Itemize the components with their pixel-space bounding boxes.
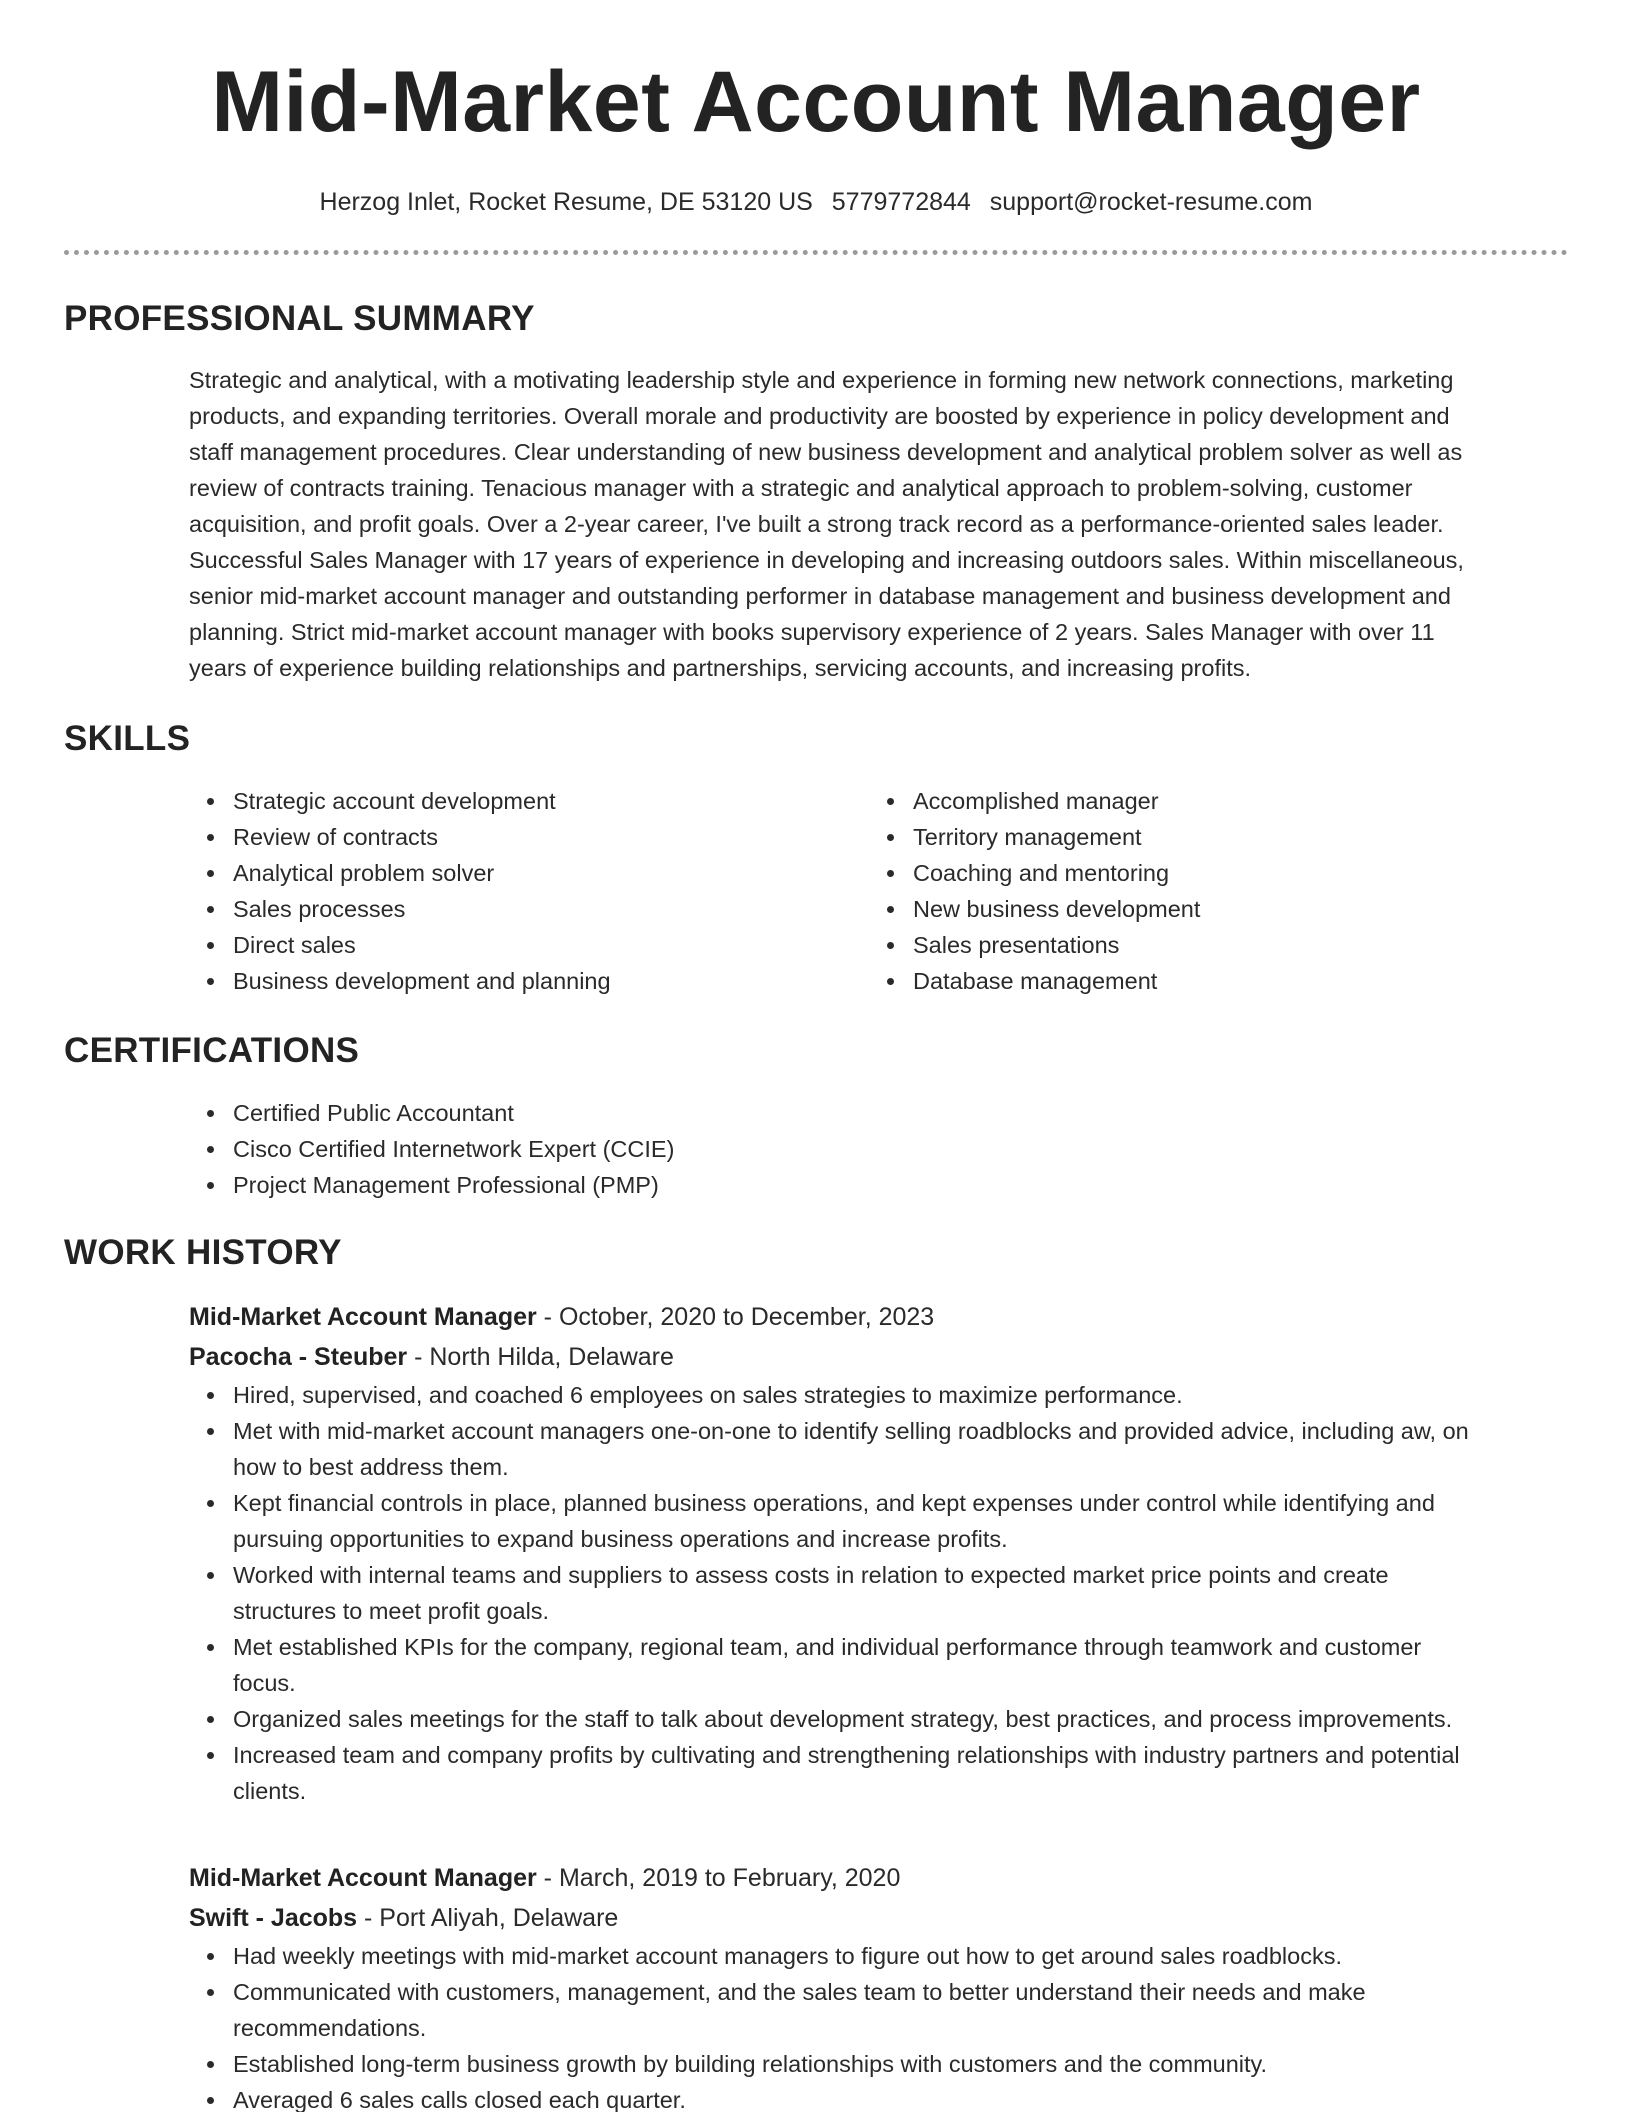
contact-line: [0, 186, 1632, 218]
job-bullet: [233, 1377, 1549, 1413]
skill-item: Direct sales: [233, 927, 849, 963]
job-bullet-line: Kept financial controls in place, planned business operations, and kept expenses under control while identifying and: [233, 1490, 1435, 1516]
job-title-line: [189, 1297, 1549, 1337]
job-location: - Port Aliyah, Delaware: [357, 1904, 619, 1932]
job-bullet-line: Increased team and company profits by cultivating and strengthening relationships with industry partners and potential: [233, 1742, 1460, 1768]
job-bullet: [233, 1737, 1549, 1809]
job-company: Pacocha - Steuber: [189, 1343, 408, 1371]
job-bullet-line: Organized sales meetings for the staff to talk about development strategy, best practices, and process improvements.: [233, 1706, 1453, 1732]
job-bullet-line: Communicated with customers, management, and the sales team to better understand their needs and make: [233, 1979, 1366, 2005]
job-bullet-line: Averaged 6 sales calls closed each quarter.: [233, 2087, 686, 2112]
skill-item: Sales presentations: [913, 927, 1529, 963]
job-bullet-line: Met established KPIs for the company, regional team, and individual performance through teamwork and customer: [233, 1634, 1422, 1660]
contact-phone: 5779772844: [831, 188, 971, 216]
job-bullet-line: how to best address them.: [233, 1454, 509, 1480]
job-bullet: [233, 2082, 1549, 2112]
certification-item: Certified Public Accountant: [233, 1095, 1549, 1131]
summary-line: products, and expanding territories. Overall morale and productivity are boosted by experience in policy development and: [189, 403, 1450, 429]
summary-line: planning. Strict mid-market account manager with books supervisory experience of 2 years. Sales Manager with over 11: [189, 619, 1435, 645]
header-divider: [64, 250, 1568, 255]
summary-line: senior mid-market account manager and outstanding performer in database management and business development and: [189, 583, 1451, 609]
job-bullet-line: recommendations.: [233, 2015, 427, 2041]
job-bullet-line: Established long-term business growth by building relationships with customers and the community.: [233, 2051, 1268, 2077]
job-title: Mid-Market Account Manager: [189, 1864, 537, 1892]
work-history-heading: WORK HISTORY: [64, 1233, 342, 1272]
skill-item: Strategic account development: [233, 783, 849, 819]
summary-heading: PROFESSIONAL SUMMARY: [64, 299, 535, 338]
skill-item: Coaching and mentoring: [913, 855, 1529, 891]
job-bullet: [233, 1413, 1549, 1485]
job-bullet-line: Worked with internal teams and suppliers to assess costs in relation to expected market price points and create: [233, 1562, 1389, 1588]
summary-line: acquisition, and profit goals. Over a 2-year career, I've built a strong track record as a performance-oriented sales leader.: [189, 511, 1444, 537]
job-entry: [189, 1858, 1549, 2112]
job-bullet: [233, 2046, 1549, 2082]
skill-item: Territory management: [913, 819, 1529, 855]
job-title-line: [189, 1858, 1549, 1898]
summary-line: Successful Sales Manager with 17 years of experience in developing and increasing outdoors sales. Within miscellaneous,: [189, 547, 1464, 573]
resume-header: [0, 52, 1632, 218]
summary-line: Strategic and analytical, with a motivating leadership style and experience in forming new network connections, marketing: [189, 367, 1454, 393]
summary-line: years of experience building relationships and partnerships, servicing accounts, and increasing profits.: [189, 655, 1252, 681]
skill-item: Review of contracts: [233, 819, 849, 855]
job-bullet-line: Hired, supervised, and coached 6 employees on sales strategies to maximize performance.: [233, 1382, 1183, 1408]
job-entry: [189, 1297, 1549, 1809]
job-dates: - March, 2019 to February, 2020: [536, 1864, 901, 1892]
job-bullet: [233, 1485, 1549, 1557]
contact-email: support@rocket-resume.com: [989, 188, 1313, 216]
job-bullet: [233, 1701, 1549, 1737]
skills-column-left: [189, 783, 849, 999]
skills-heading: SKILLS: [64, 719, 191, 758]
skill-item: Database management: [913, 963, 1529, 999]
job-bullet: [233, 1938, 1549, 1974]
skill-item: Accomplished manager: [913, 783, 1529, 819]
certification-item: Cisco Certified Internetwork Expert (CCIE): [233, 1131, 1549, 1167]
job-company-line: [189, 1337, 1549, 1377]
skills-column-right: [869, 783, 1529, 999]
candidate-name: Mid-Market Account Manager: [211, 54, 1421, 150]
job-company: Swift - Jacobs: [189, 1904, 358, 1932]
job-bullet-line: focus.: [233, 1670, 296, 1696]
job-bullet: [233, 1974, 1549, 2046]
skill-item: Sales processes: [233, 891, 849, 927]
job-bullet: [233, 1629, 1549, 1701]
job-location: - North Hilda, Delaware: [407, 1343, 674, 1371]
summary-line: staff management procedures. Clear understanding of new business development and analytical problem solver as well as: [189, 439, 1463, 465]
job-dates: - October, 2020 to December, 2023: [536, 1303, 935, 1331]
certification-item: Project Management Professional (PMP): [233, 1167, 1549, 1203]
job-bullets: [189, 1938, 1549, 2112]
job-bullet-line: Had weekly meetings with mid-market account managers to figure out how to get around sales roadblocks.: [233, 1943, 1342, 1969]
skill-item: Analytical problem solver: [233, 855, 849, 891]
certifications-heading: CERTIFICATIONS: [64, 1031, 360, 1070]
skill-item: Business development and planning: [233, 963, 849, 999]
job-bullet-line: clients.: [233, 1778, 307, 1804]
certifications-list: [189, 1095, 1549, 1203]
contact-address: Herzog Inlet, Rocket Resume, DE 53120 US: [319, 188, 813, 216]
job-bullet-line: Met with mid-market account managers one-on-one to identify selling roadblocks and provided advice, including aw, on: [233, 1418, 1469, 1444]
summary-text: [189, 362, 1549, 686]
job-bullet: [233, 1557, 1549, 1629]
job-title: Mid-Market Account Manager: [189, 1303, 537, 1331]
job-company-line: [189, 1898, 1549, 1938]
job-bullet-line: pursuing opportunities to expand business operations and increase profits.: [233, 1526, 1008, 1552]
skill-item: New business development: [913, 891, 1529, 927]
job-bullet-line: structures to meet profit goals.: [233, 1598, 550, 1624]
job-bullets: [189, 1377, 1549, 1809]
summary-line: review of contracts training. Tenacious manager with a strategic and analytical approach to problem-solving, customer: [189, 475, 1413, 501]
